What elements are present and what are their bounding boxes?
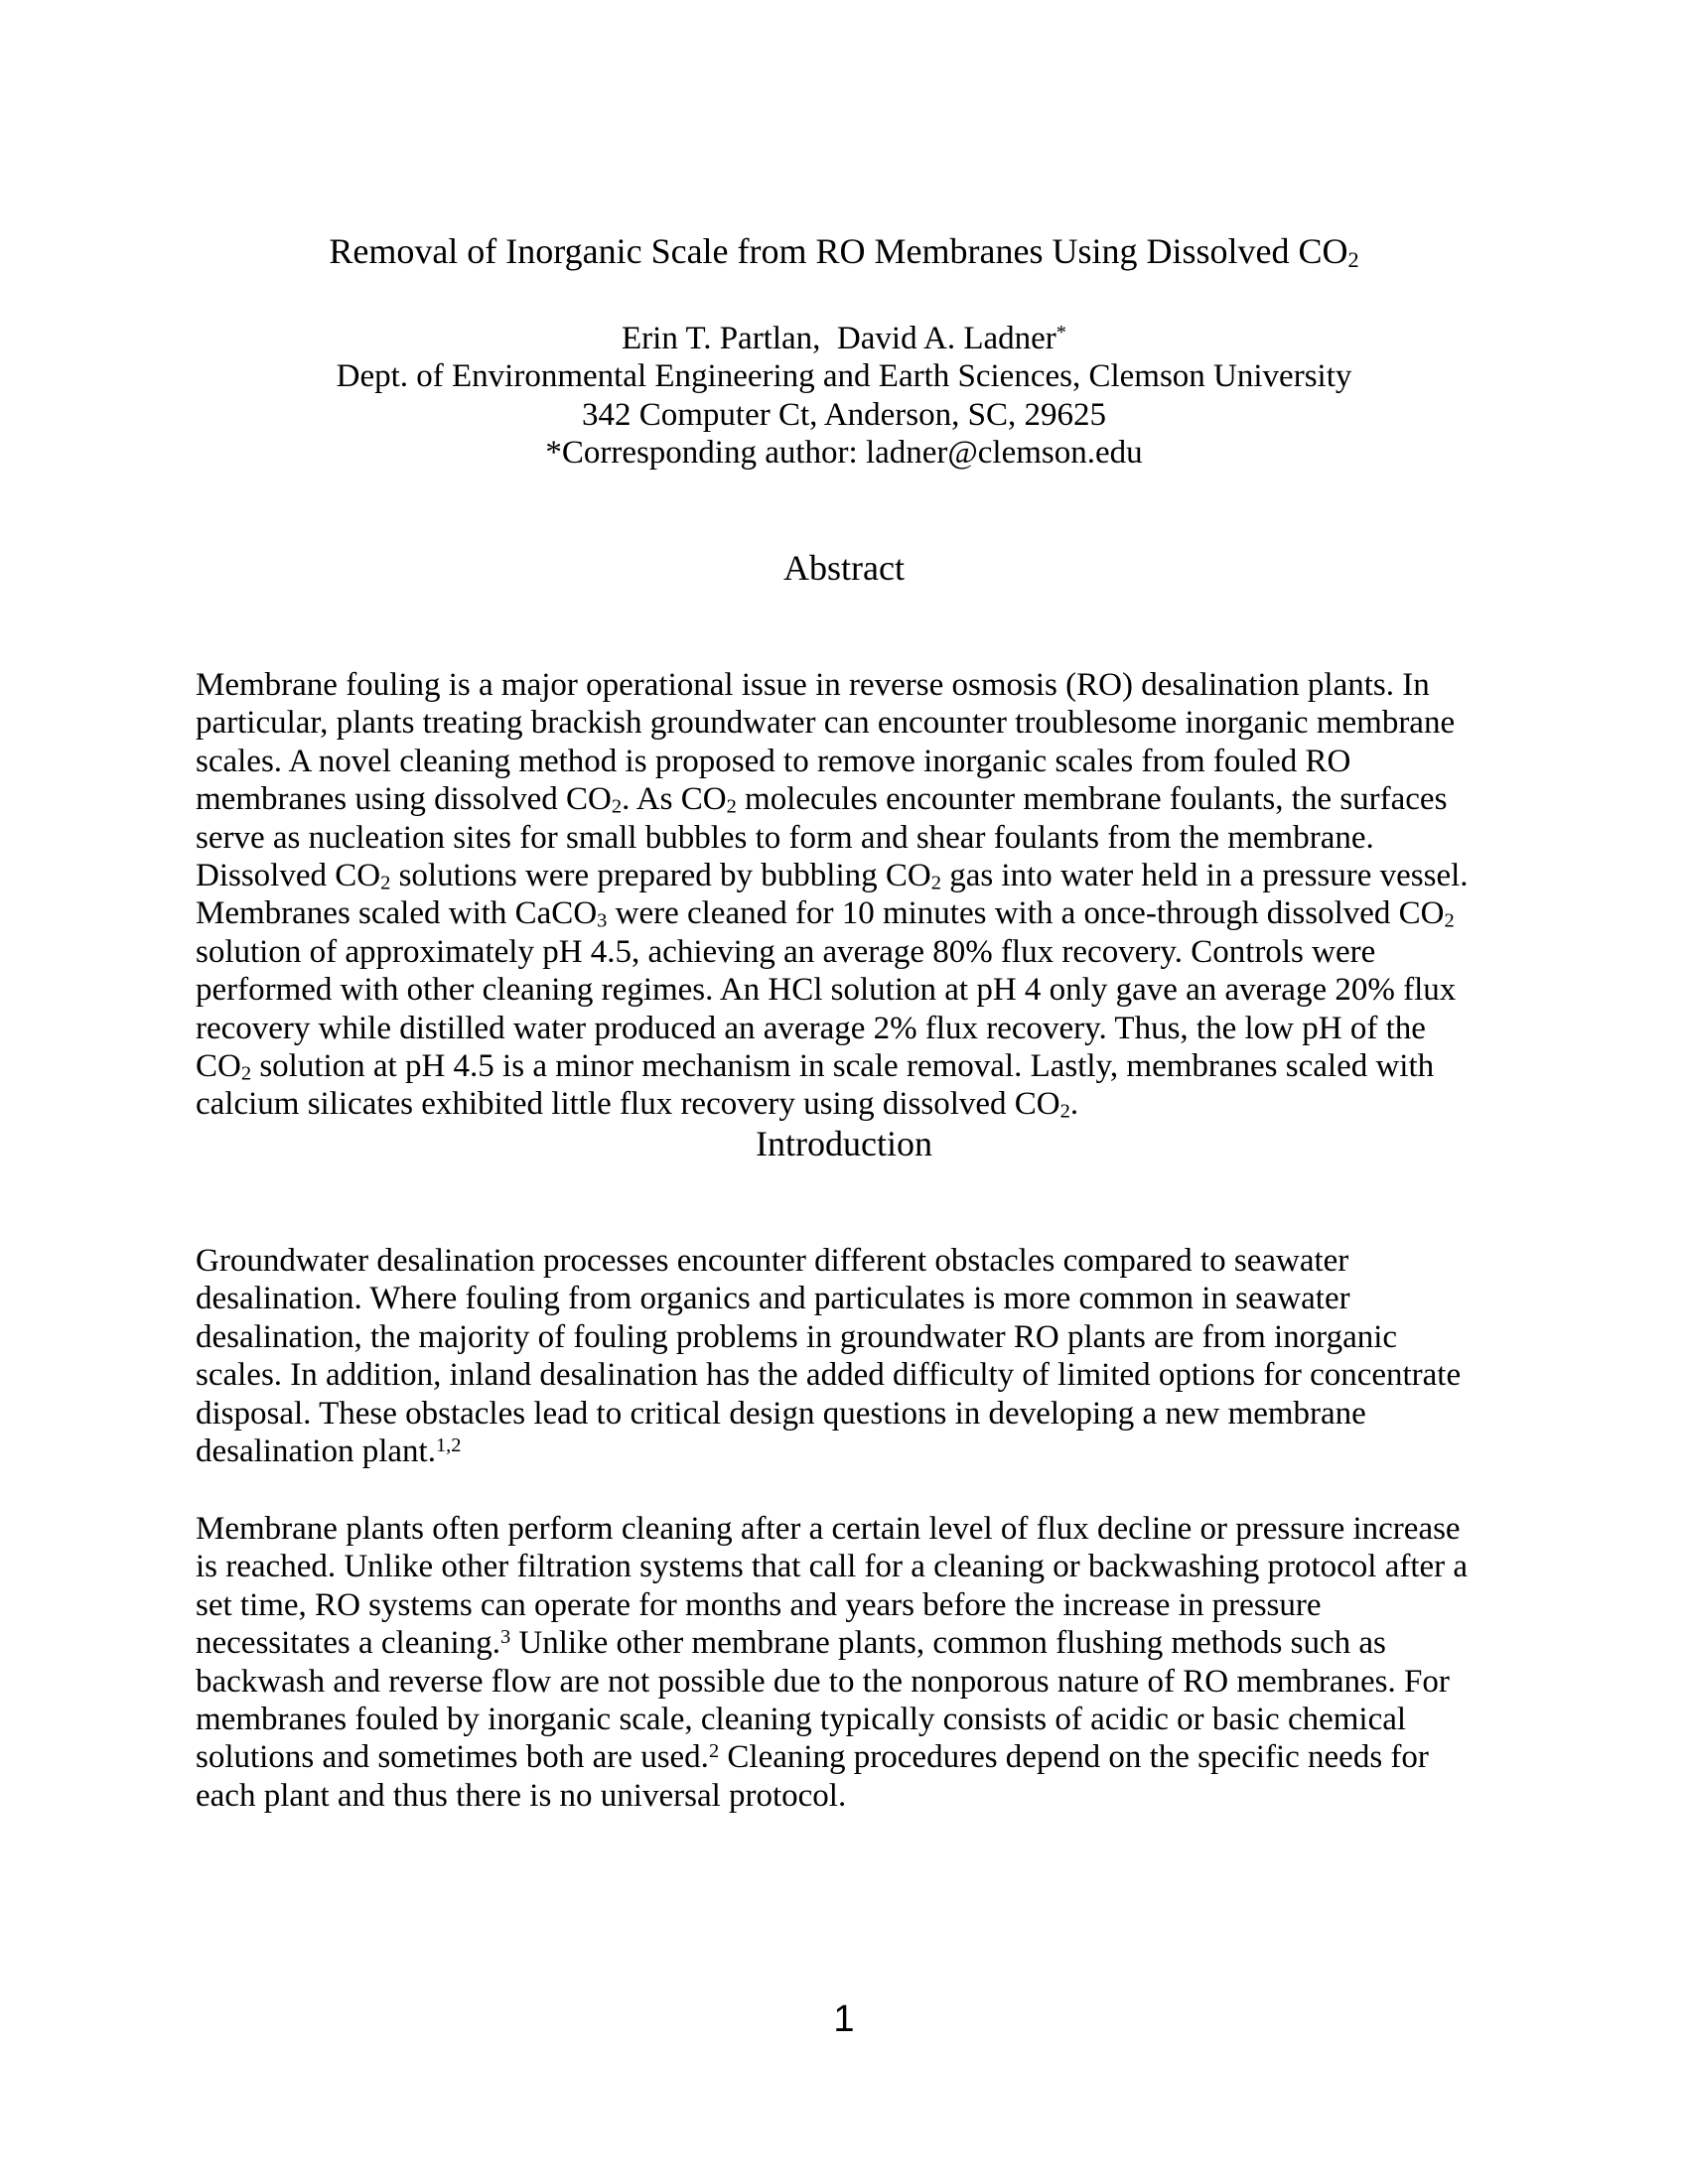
corresponding-author-line: *Corresponding author: ladner@clemson.edu (545, 435, 1143, 472)
byline-block (0, 320, 1688, 473)
page-number: 1 (833, 1998, 855, 2040)
authors-line: Erin T. Partlan, David A. Ladner* (622, 321, 1066, 356)
abstract-heading: Abstract (783, 548, 905, 588)
paper-title: Removal of Inorganic Scale from RO Membranes Using Dissolved $CO_2$ (329, 231, 1359, 273)
affiliation-line: Dept. of Environmental Engineering and Earth Sciences, Clemson University (336, 358, 1352, 395)
abstract-paragraph: Membrane fouling is a major operational issue in reverse osmosis (RO) desalination plants. In particular, plants treating brackish groundwater can encounter troublesome inorganic membrane scales. A novel cleaning method is proposed to remove inorganic scales from fouled RO membranes using dissolved $CO_2$. As $CO_2$ molecules encounter membrane foulants, the surfaces serve as nucleation sites for small bubbles to form and shear foulants from the membrane. Dissolved $CO_2$ solutions were prepared by bubbling $CO_2$ gas into water held in a pressure vessel. Membranes scaled with CaCO$_3$ were cleaned for 10 minutes with a once-through dissolved $CO_2$ solution of approximately pH 4.5, achieving an average 80% flux recovery. Controls were performed with other cleaning regimes. An HCl solution at pH 4 only gave an average 20% flux recovery while distilled water produced an average 2% flux recovery. Thus, the low pH of the $CO_2$ solution at pH 4.5 is a minor mechanism in scale removal. Lastly, membranes scaled with calcium silicates exhibited little flux recovery using dissolved $CO_2$. (196, 667, 1469, 1124)
introduction-heading: Introduction (756, 1124, 932, 1163)
introduction-paragraph-2: Membrane plants often perform cleaning after a certain level of flux decline or pressure increase is reached. Unlike other filtration systems that call for a cleaning or backwashing protocol after a set time, RO systems can operate for months and years before the increase in pressure necessitates a cleaning.$^3$ Unlike other membrane plants, common flushing methods such as backwash and reverse flow are not possible due to the nonporous nature of RO membranes. For membranes fouled by inorganic scale, cleaning typically consists of acidic or basic chemical solutions and sometimes both are used.$^2$ Cleaning procedures depend on the specific needs for each plant and thus there is no universal protocol. (196, 1511, 1469, 1814)
address-line: 342 Computer Ct, Anderson, SC, 29625 (581, 396, 1107, 433)
introduction-paragraph-1: Groundwater desalination processes encounter different obstacles compared to seawater desalination. Where fouling from organics and particulates is more common in seawater desalination, the majority of fouling problems in groundwater RO plants are from inorganic scales. In addition, inland desalination has the added difficulty of limited options for concentrate disposal. These obstacles lead to critical design questions in developing a new membrane desalination plant.$^{1,2}$ (196, 1243, 1462, 1470)
